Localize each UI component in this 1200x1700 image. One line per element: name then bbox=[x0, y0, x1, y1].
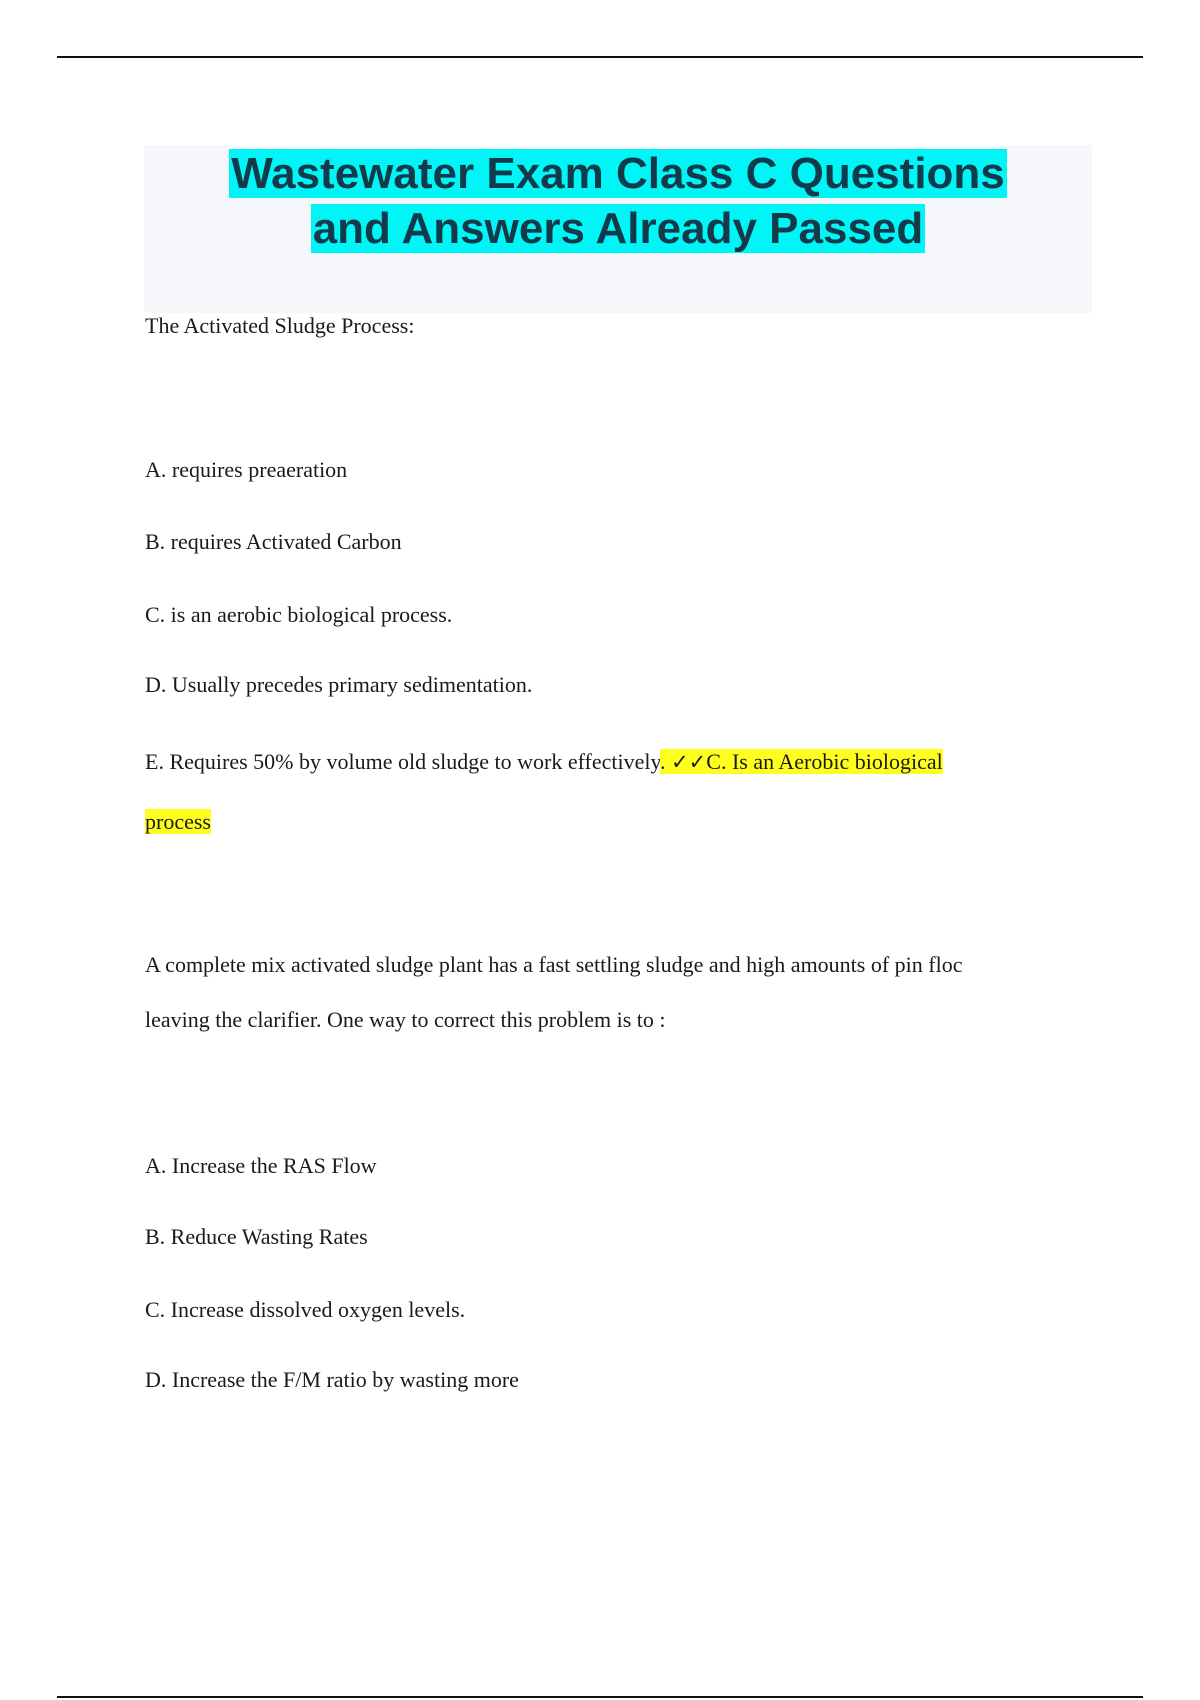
answer-period: . bbox=[660, 749, 666, 774]
question-1-option-d: D. Usually precedes primary sedimentation. bbox=[145, 672, 533, 697]
question-1-option-a: A. requires preaeration bbox=[145, 457, 348, 482]
title-line-2: and Answers Already Passed bbox=[312, 204, 924, 253]
question-2-option-b: B. Reduce Wasting Rates bbox=[145, 1224, 368, 1249]
question-2-option-a: A. Increase the RAS Flow bbox=[145, 1153, 377, 1178]
question-2-prompt-line-1: A complete mix activated sludge plant has a fast settling sludge and high amounts of pin floc bbox=[145, 952, 963, 977]
answer-text-1: C. Is an Aerobic biological bbox=[706, 749, 943, 774]
question-1-answer-line-2 bbox=[145, 807, 211, 837]
question-1-option-c: C. is an aerobic biological process. bbox=[145, 602, 453, 627]
question-1-option-e-line bbox=[145, 747, 943, 777]
title-line-1: Wastewater Exam Class C Questions bbox=[231, 149, 1005, 198]
answer-text-2: process bbox=[145, 809, 211, 834]
answer-highlight-1 bbox=[660, 749, 943, 774]
question-2-option-c: C. Increase dissolved oxygen levels. bbox=[145, 1297, 466, 1322]
question-1-option-b: B. requires Activated Carbon bbox=[145, 529, 402, 554]
question-2-option-d: D. Increase the F/M ratio by wasting more bbox=[145, 1367, 519, 1392]
document-title bbox=[0, 146, 1200, 256]
question-2-prompt-line-2: leaving the clarifier. One way to correct this problem is to : bbox=[145, 1007, 666, 1032]
page-bottom-rule bbox=[57, 1696, 1143, 1698]
question-1-prompt: The Activated Sludge Process: bbox=[145, 313, 415, 338]
question-1-option-e: E. Requires 50% by volume old sludge to work effectively bbox=[145, 749, 661, 774]
double-check-icon: ✓✓ bbox=[671, 750, 707, 774]
page-top-rule bbox=[57, 56, 1143, 58]
